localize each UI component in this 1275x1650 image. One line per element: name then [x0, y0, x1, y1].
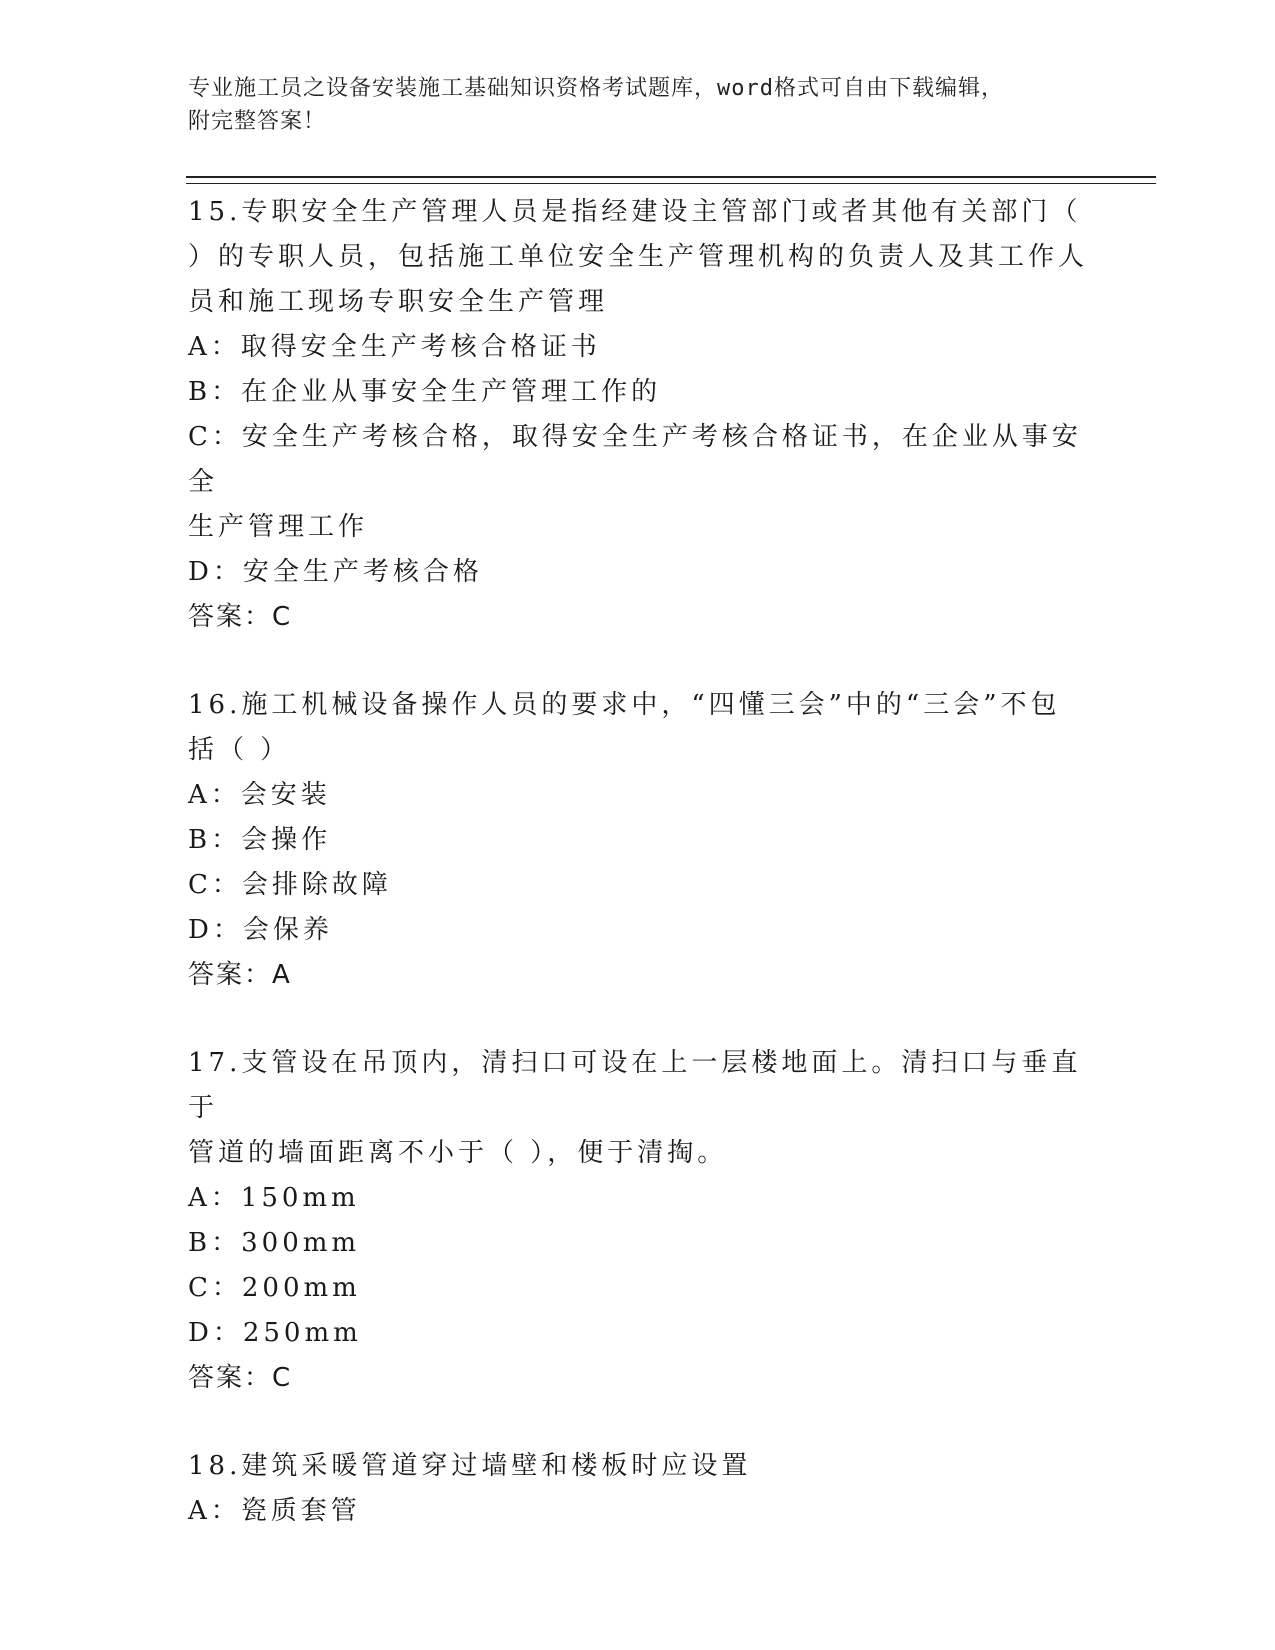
- question-spacer: [188, 1401, 1088, 1444]
- question-16-answer: 答案：A: [188, 960, 292, 990]
- question-15-option-a: A：取得安全生产考核合格证书: [188, 332, 601, 362]
- question-15-option-c-line-1: C：安全生产考核合格，取得安全生产考核合格证书，在企业从事安全: [188, 422, 1082, 497]
- question-18: [188, 1444, 1088, 1534]
- header-line-2: 附完整答案！: [188, 109, 327, 134]
- question-16-option-a: A：会安装: [188, 780, 331, 810]
- question-17-option-b: B：300mm: [188, 1228, 361, 1258]
- question-15-option-b: B：在企业从事安全生产管理工作的: [188, 377, 662, 407]
- question-17-line-1: 17.支管设在吊顶内，清扫口可设在上一层楼地面上。清扫口与垂直于: [188, 1048, 1082, 1123]
- question-list: [188, 190, 1088, 1534]
- question-17-line-2: 管道的墙面距离不小于（ ），便于清掏。: [188, 1138, 728, 1168]
- question-spacer: [188, 640, 1088, 683]
- question-17-option-a: A：150mm: [188, 1183, 360, 1213]
- question-16-option-b: B：会操作: [188, 825, 332, 855]
- question-17-option-d: D：250mm: [188, 1318, 362, 1348]
- question-16: [188, 683, 1088, 998]
- question-17-answer: 答案：C: [188, 1363, 293, 1393]
- header-line-1: 专业施工员之设备安装施工基础知识资格考试题库，word格式可自由下载编辑，: [188, 76, 1004, 101]
- header-divider-thick: [186, 176, 1156, 178]
- document-header: [188, 72, 1068, 138]
- question-18-option-a: A：瓷质套管: [188, 1496, 361, 1526]
- question-15-option-c-line-2: 生产管理工作: [188, 512, 369, 542]
- question-16-line-2: 括（ ）: [188, 735, 291, 765]
- question-15: [188, 190, 1088, 640]
- header-divider-thin: [186, 183, 1156, 184]
- question-15-line-3: 员和施工现场专职安全生产管理: [188, 287, 609, 317]
- question-15-option-d: D：安全生产考核合格: [188, 557, 483, 587]
- question-15-answer: 答案：C: [188, 602, 293, 632]
- question-15-line-2: ）的专职人员，包括施工单位安全生产管理机构的负责人及其工作人: [188, 242, 1089, 272]
- question-spacer: [188, 998, 1088, 1041]
- question-17: [188, 1041, 1088, 1401]
- question-17-option-c: C：200mm: [188, 1273, 361, 1303]
- question-16-option-d: D：会保养: [188, 915, 333, 945]
- question-16-line-1: 16.施工机械设备操作人员的要求中，“四懂三会”中的“三会”不包: [188, 690, 1061, 720]
- question-15-line-1: 15.专职安全生产管理人员是指经建设主管部门或者其他有关部门（: [188, 197, 1082, 227]
- question-16-option-c: C：会排除故障: [188, 870, 392, 900]
- question-18-line-1: 18.建筑采暖管道穿过墙壁和楼板时应设置: [188, 1451, 752, 1481]
